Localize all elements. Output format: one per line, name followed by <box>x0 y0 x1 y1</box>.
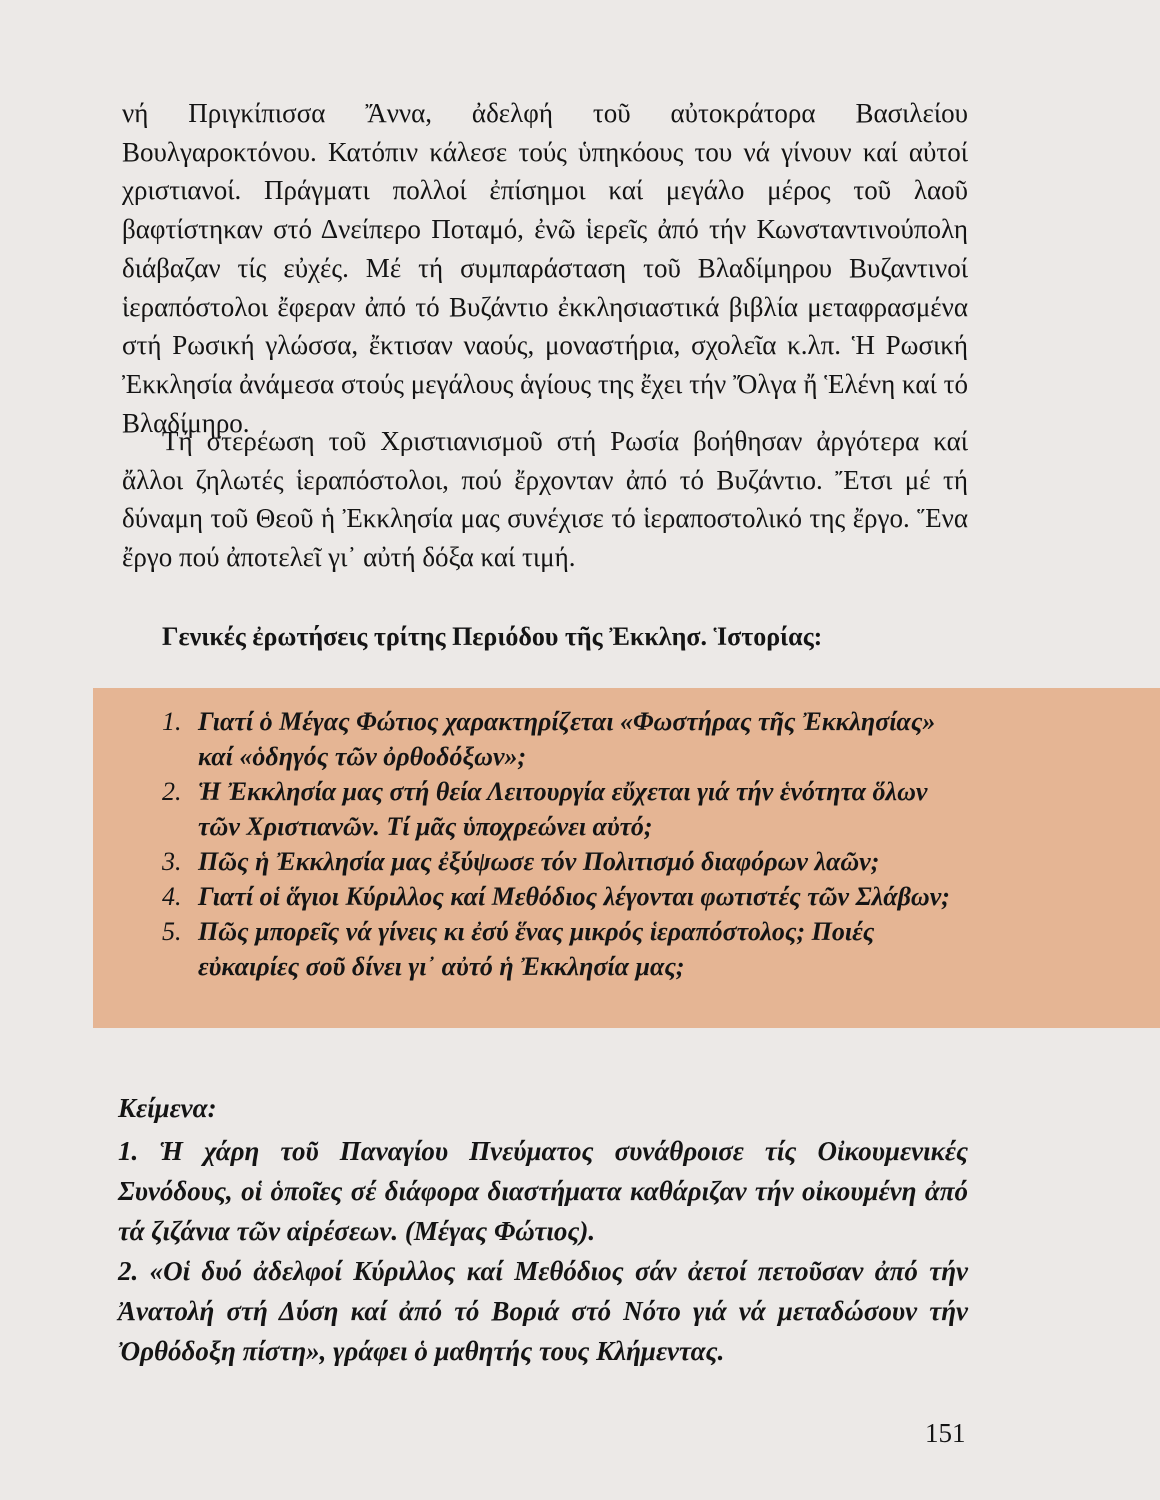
question-text: Γιατί οἱ ἅγιοι Κύριλλος καί Μεθόδιος λέγονται φωτιστές τῶν Σλάβων; <box>198 882 950 911</box>
body-paragraph-1 <box>122 94 968 442</box>
text-excerpt: 1. Ἡ χάρη τοῦ Παναγίου Πνεύματος συνάθροισε τίς Οἰκουμενικές Συνόδους, οἱ ὁποῖες σέ διάφορα διαστήματα καθάριζαν τήν οἰκουμένη ἀπό τά ζιζάνια τῶν αἱρέσεων. (Μέγας Φώτιος). <box>118 1136 968 1246</box>
question-number: 2. <box>162 777 182 806</box>
texts-section <box>118 1131 968 1371</box>
question-text: Πῶς μπορεῖς νά γίνεις κι ἐσύ ἕνας μικρός ἱεραπόστολος; Ποιές εὐκαιρίες σοῦ δίνει γι᾽ αὐτό ἡ Ἐκκλησία μας; <box>198 917 875 981</box>
paragraph-text: Τή στερέωση τοῦ Χριστιανισμοῦ στή Ρωσία βοήθησαν ἀργότερα καί ἄλλοι ζηλωτές ἱεραπόστολοι, πού ἔρχονταν ἀπό τό Βυζάντιο. Ἔτσι μέ τή δύναμη τοῦ Θεοῦ ἡ Ἐκκλησία μας συνέχισε τό ἱεραποστολικό της ἔργο. Ἕνα ἔργο πού ἀποτελεῖ γι᾽ αὐτή δόξα καί τιμή. <box>122 426 968 573</box>
question-number: 5. <box>162 917 182 946</box>
question-item <box>162 704 962 774</box>
text-excerpt: 2. «Οἱ δυό ἀδελφοί Κύριλλος καί Μεθόδιος σάν ἀετοί πετοῦσαν ἀπό τήν Ἀνατολή στή Δύση καί ἀπό τό Βοριά στό Νότο γιά νά μεταδώσουν τήν Ὀρθόδοξη πίστη», γράφει ὁ μαθητής τους Κλήμεντας. <box>118 1256 968 1366</box>
question-text: Πῶς ἡ Ἐκκλησία μας ἐξύψωσε τόν Πολιτισμό διαφόρων λαῶν; <box>198 847 880 876</box>
body-paragraph-2 <box>122 422 968 577</box>
question-item <box>162 844 962 879</box>
question-item <box>162 914 962 984</box>
question-number: 4. <box>162 882 182 911</box>
question-number: 1. <box>162 707 182 736</box>
questions-heading: Γενικές ἐρωτήσεις τρίτης Περιόδου τῆς Ἐκκλησ. Ἱστορίας: <box>162 622 823 651</box>
question-text: Γιατί ὁ Μέγας Φώτιος χαρακτηρίζεται «Φωστήρας τῆς Ἐκκλησίας» καί «ὁδηγός τῶν ὀρθοδόξων»; <box>198 707 936 771</box>
question-item <box>162 879 962 914</box>
texts-heading: Κείμενα: <box>118 1093 217 1123</box>
question-item <box>162 774 962 844</box>
page-number: 151 <box>925 1418 966 1448</box>
questions-list <box>162 704 962 984</box>
question-number: 3. <box>162 847 182 876</box>
question-text: Ἡ Ἐκκλησία μας στή θεία Λειτουργία εὔχεται γιά τήν ἑνότητα ὅλων τῶν Χριστιανῶν. Τί μᾶς ὑποχρεώνει αὐτό; <box>198 777 928 841</box>
paragraph-text: νή Πριγκίπισσα Ἄννα, ἀδελφή τοῦ αὐτοκράτορα Βασιλείου Βουλγαροκτόνου. Κατόπιν κάλεσε τούς ὑπηκόους του νά γίνουν καί αὐτοί χριστιανοί. Πράγματι πολλοί ἐπίσημοι καί μεγάλο μέρος τοῦ λαοῦ βαφτίστηκαν στό Δνείπερο Ποταμό, ἐνῶ ἱερεῖς ἀπό τήν Κωνσταντινούπολη διάβαζαν τίς εὐχές. Μέ τή συμπαράσταση τοῦ Βλαδίμηρου Βυζαντινοί ἱεραπόστολοι ἔφεραν ἀπό τό Βυζάντιο ἐκκλησιαστικά βιβλία μεταφρασμένα στή Ρωσική γλώσσα, ἔκτισαν ναούς, μοναστήρια, σχολεῖα κ.λπ. Ἡ Ρωσική Ἐκκλησία ἀνάμεσα στούς μεγάλους ἁγίους της ἔχει τήν Ὄλγα ἤ Ἑλένη καί τό Βλαδίμηρο. <box>122 98 968 438</box>
